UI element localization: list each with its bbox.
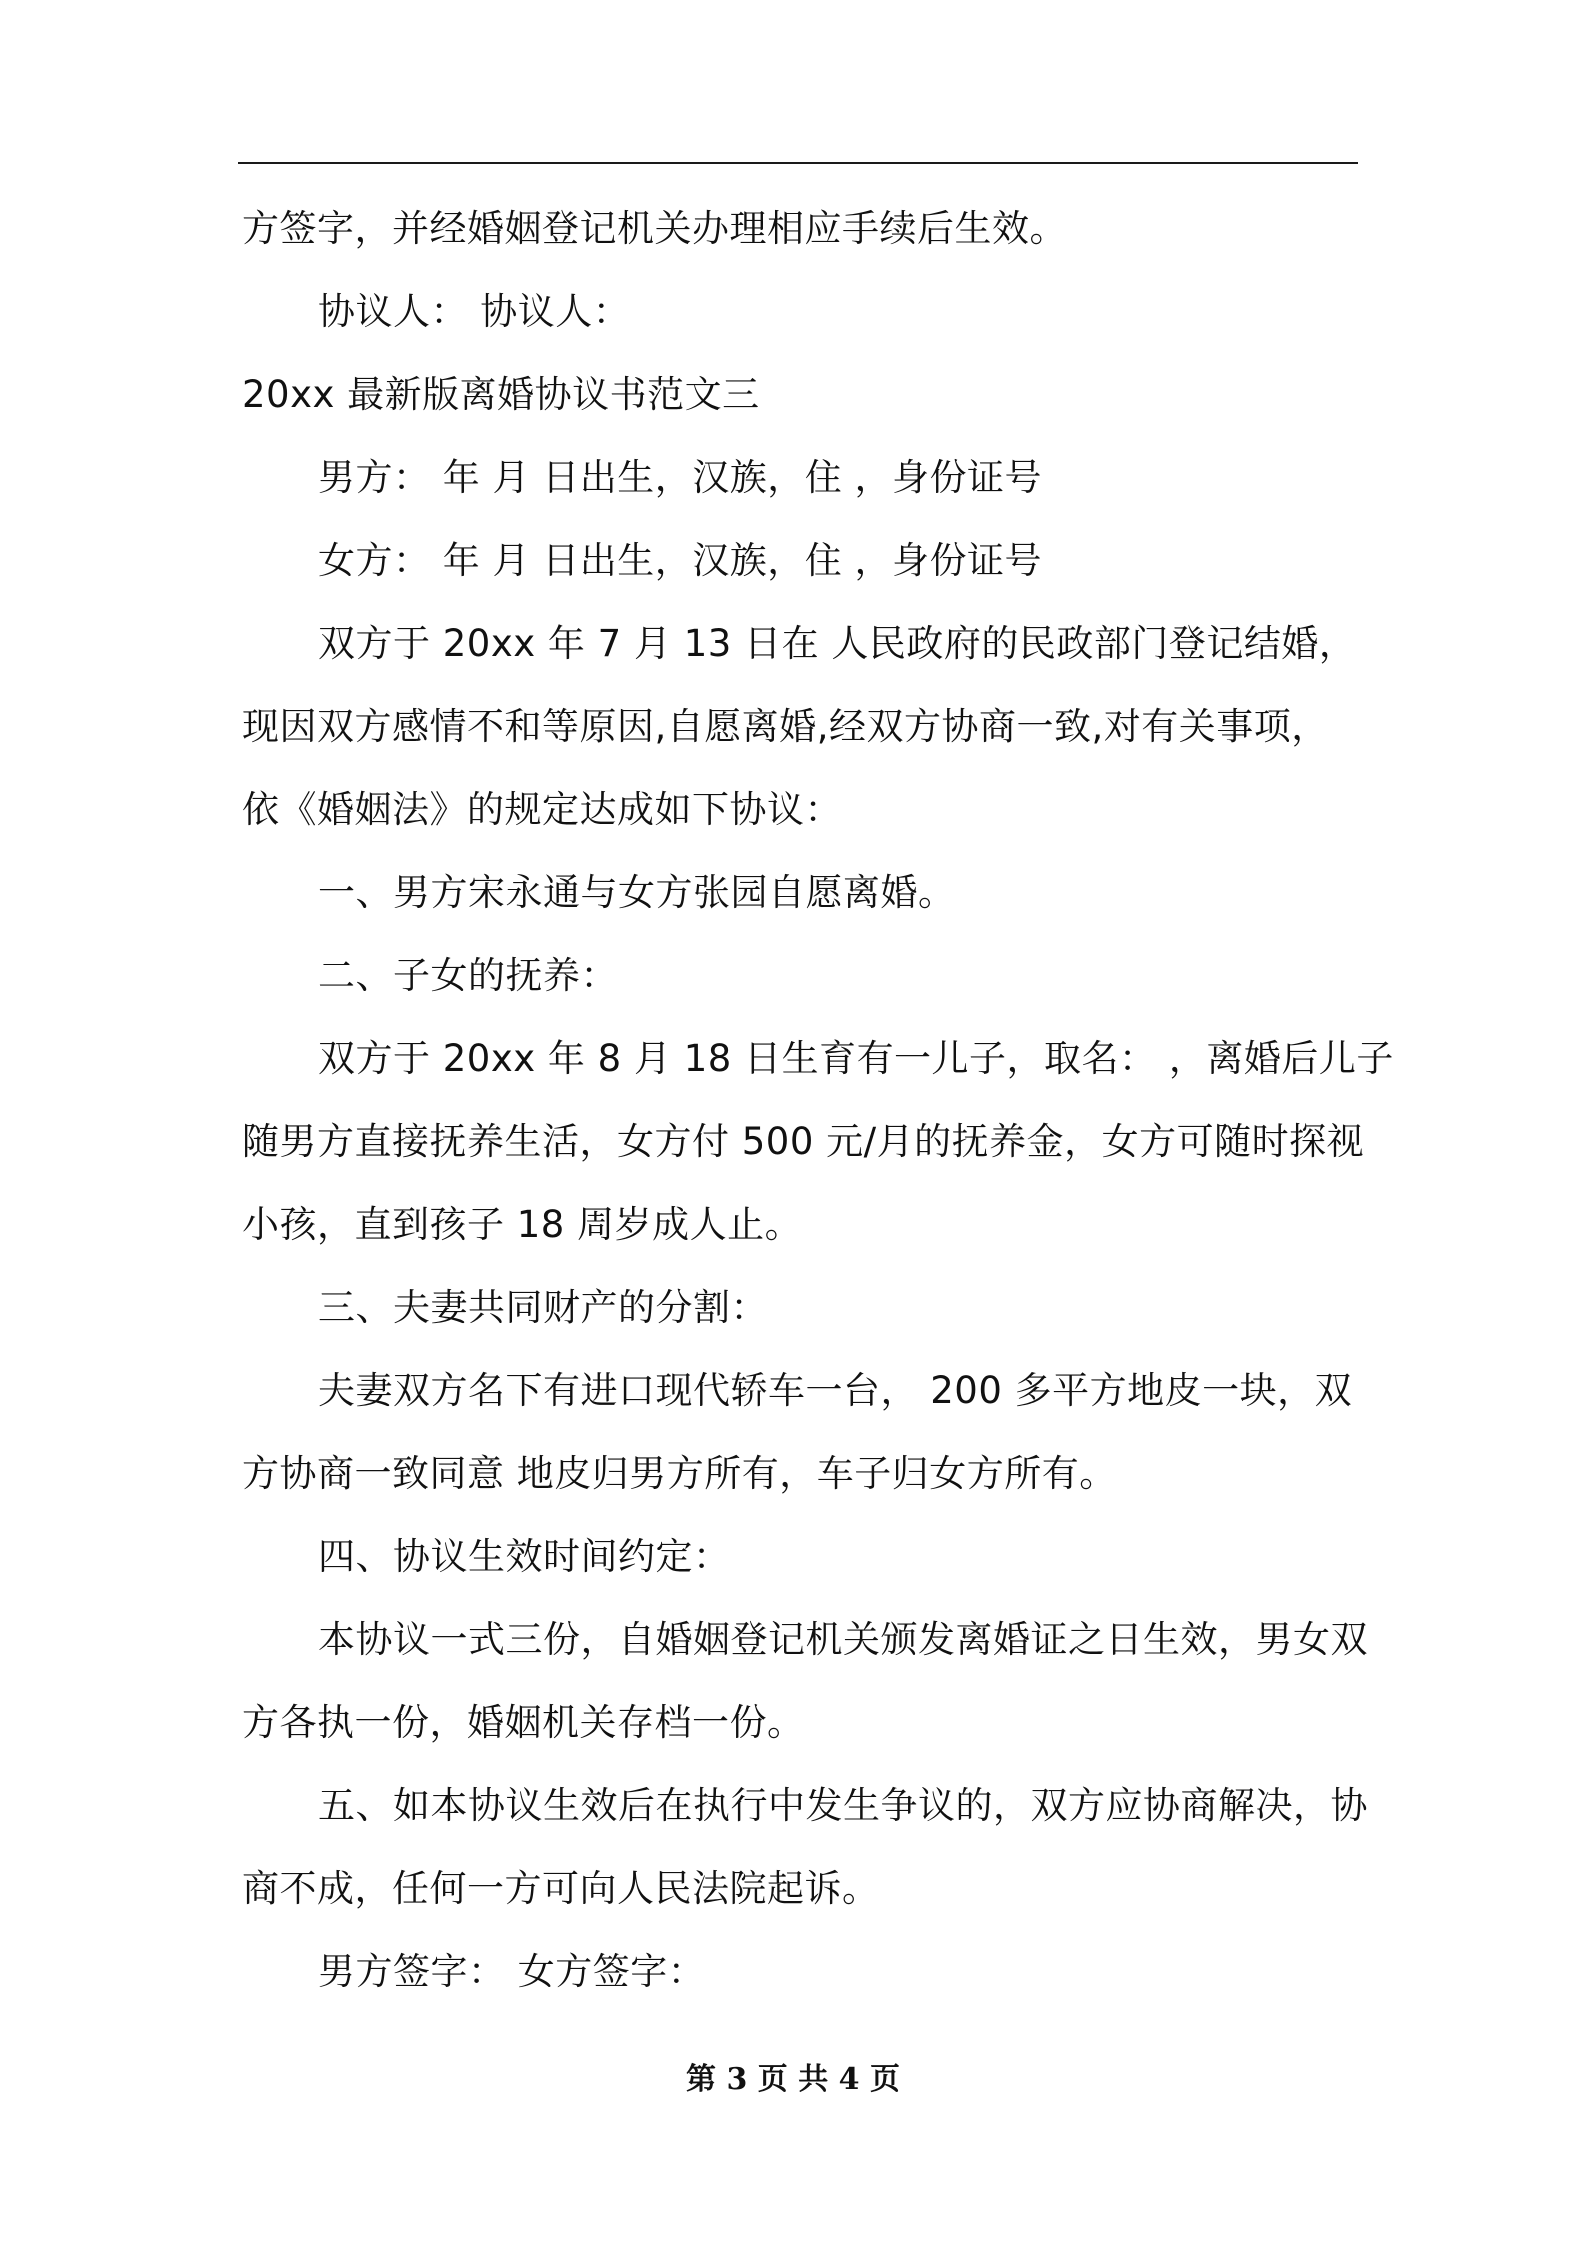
clause-heading: 三、夫妻共同财产的分割： xyxy=(318,1286,768,1329)
text-line: 商不成，任何一方可向人民法院起诉。 xyxy=(242,1867,880,1910)
text-line: 双方于 20xx 年 8 月 18 日生育有一儿子，取名： ，离婚后儿子 xyxy=(318,1037,1394,1080)
clause-heading: 四、协议生效时间约定： xyxy=(318,1535,731,1578)
text-line: 随男方直接抚养生活，女方付 500 元/月的抚养金，女方可随时探视 xyxy=(242,1120,1365,1163)
text-line: 依《婚姻法》的规定达成如下协议： xyxy=(242,788,842,831)
text-line: 方协商一致同意 地皮归男方所有，车子归女方所有。 xyxy=(242,1452,1117,1495)
text-line: 协议人： 协议人： xyxy=(318,290,631,333)
text-line: 双方于 20xx 年 7 月 13 日在 人民政府的民政部门登记结婚， xyxy=(318,622,1357,665)
page-number: 第 3 页 共 4 页 xyxy=(686,2062,900,2097)
text-line: 女方： 年 月 日出生，汉族，住 ，身份证号 xyxy=(318,539,1043,582)
section-title: 20xx 最新版离婚协议书范文三 xyxy=(242,373,760,416)
text-line: 方各执一份，婚姻机关存档一份。 xyxy=(242,1701,805,1744)
text-line: 男方： 年 月 日出生，汉族，住 ，身份证号 xyxy=(318,456,1043,499)
clause-heading: 一、男方宋永通与女方张园自愿离婚。 xyxy=(318,871,956,914)
text-line: 现因双方感情不和等原因,自愿离婚,经双方协商一致,对有关事项， xyxy=(242,705,1329,748)
text-line: 本协议一式三份，自婚姻登记机关颁发离婚证之日生效，男女双 xyxy=(318,1618,1368,1661)
clause-heading: 二、子女的抚养： xyxy=(318,954,618,997)
signature-line: 男方签字： 女方签字： xyxy=(318,1950,706,1993)
text-line: 夫妻双方名下有进口现代轿车一台， 200 多平方地皮一块，双 xyxy=(318,1369,1353,1412)
header-rule xyxy=(238,162,1358,164)
text-line: 小孩，直到孩子 18 周岁成人止。 xyxy=(242,1203,803,1246)
clause-heading: 五、如本协议生效后在执行中发生争议的，双方应协商解决，协 xyxy=(318,1784,1368,1827)
text-line: 方签字，并经婚姻登记机关办理相应手续后生效。 xyxy=(242,207,1067,250)
